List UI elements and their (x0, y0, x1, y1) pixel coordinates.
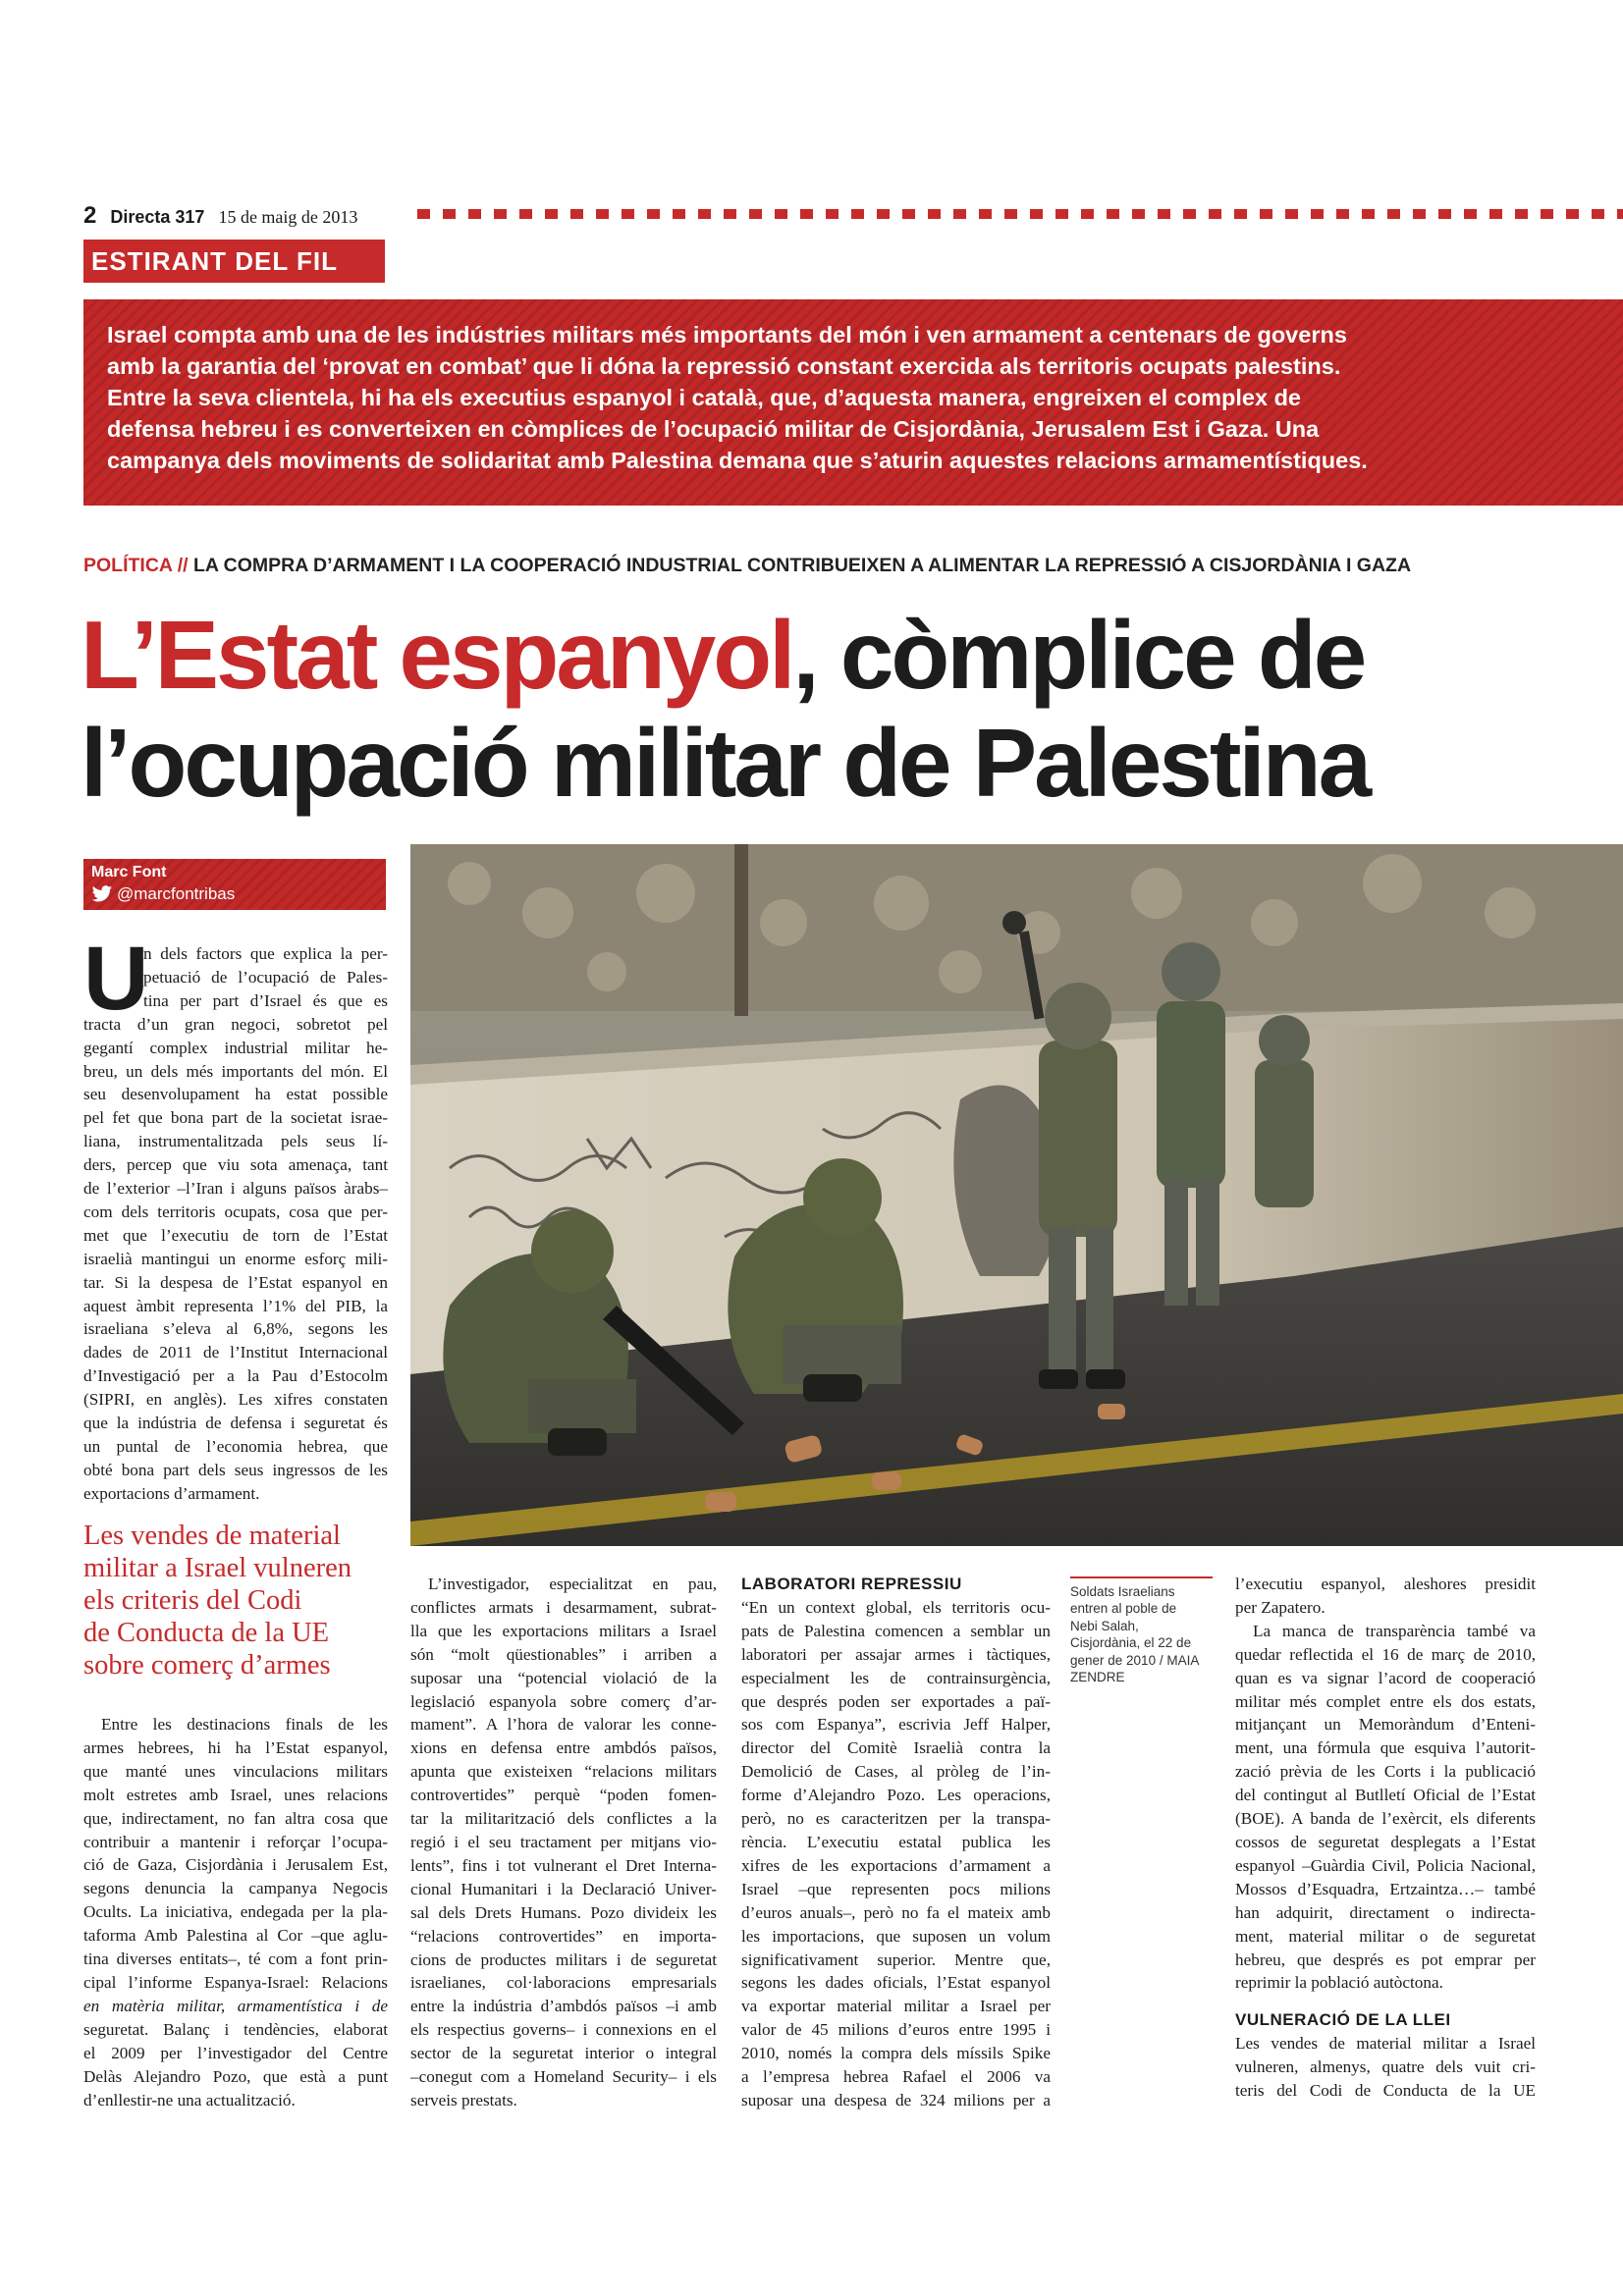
text-line: però, no es caracteritzen per la transpa- (741, 1809, 1051, 1829)
text-line: quan es va signar l’acord de cooperació (1235, 1668, 1536, 1687)
intro-standfirst (83, 299, 1623, 506)
twitter-handle[interactable]: @marcfontribas (117, 884, 236, 903)
text-line: L’investigador, especialitzat en pau, (428, 1575, 717, 1593)
text-line: cossos de seguretat desplegats a l’Estat (1235, 1832, 1536, 1851)
text-line: Entre les destinacions finals de les (101, 1715, 388, 1734)
byline (83, 859, 386, 910)
text-line: un puntal de l’economia hebrea, que (83, 1437, 388, 1456)
subhead-laboratori: LABORATORI REPRESSIU (741, 1575, 962, 1593)
text-line: militar més complet entre els dos estats, (1235, 1691, 1536, 1711)
text-line: Demolició de Cases, al pròleg de l’in- (741, 1762, 1051, 1782)
text-line: controvertides” perquè “poden fomen- (410, 1786, 717, 1805)
headline (81, 601, 1369, 817)
text-line: breu, un dels més importants del món. El (83, 1061, 388, 1081)
text-line: ders, percep que viu sota amenaça, tant (83, 1155, 388, 1175)
text-line: armes hebrees, hi ha l’Estat espanyol, (83, 1737, 388, 1757)
text-line: tar. Si la despesa de l’Estat espanyol en (83, 1272, 388, 1292)
column-2 (410, 1573, 717, 2112)
text-line: conflictes armats i desarmament, subrat- (410, 1597, 717, 1617)
text-line: xions en defensa entre ambdós països, (410, 1738, 717, 1758)
text-line: (SIPRI, en anglès). Les xifres constaten (83, 1390, 388, 1410)
text-line: “En un context global, els territoris ocu- (741, 1597, 1051, 1617)
text-line: molt estretes amb Israel, unes relacions (83, 1785, 388, 1804)
text-line: 2010, només la compra dels míssils Spike (741, 2044, 1051, 2063)
issue-date: 15 de maig de 2013 (218, 207, 358, 227)
text-line: com dels territoris ocupats, cosa que per- (83, 1201, 388, 1221)
text-line: lla que les exportacions militars a Israel (410, 1621, 717, 1640)
twitter-bird-icon (91, 885, 113, 903)
text-line: el 2009 per l’investigador del Centre (83, 2043, 388, 2062)
text-line: –conegut com a Homeland Security– i els (410, 2067, 717, 2087)
caption-line: gener de 2010 / MAIA (1070, 1652, 1200, 1668)
text-line: en matèria militar, armamentística i de (83, 1996, 388, 2015)
text-line: espanyol –Guàrdia Civil, Policia Nacional, (1235, 1855, 1536, 1875)
section-label: ESTIRANT DEL FIL (83, 240, 385, 283)
text-line: de l’exterior –l’Iran i alguns països àrabs– (83, 1179, 388, 1199)
text-line: met que l’executiu de torn de l’Estat (83, 1225, 388, 1245)
text-line: sector de la seguretat interior o integral (410, 2044, 717, 2063)
text-line: vulneren, almenys, quatre dels vuit cri- (1235, 2057, 1536, 2077)
text-line: quedar reflectida el 16 de març de 2010, (1235, 1644, 1536, 1664)
text-line: les importacions, que suposen un volum (741, 1926, 1051, 1946)
text-line: zació prèvia de les Corts i la publicació (1235, 1762, 1536, 1782)
text-line: per Zapatero. (1235, 1597, 1325, 1617)
text-line: tar la militarització dels conflictes a la (410, 1809, 717, 1829)
caption-line: Nebi Salah, (1070, 1618, 1139, 1633)
intro-line: Entre la seva clientela, hi ha els executius espanyol i català, que, d’aquesta manera, engreixen el complex de (107, 385, 1301, 410)
text-line: La manca de transparència també va (1253, 1621, 1536, 1640)
text-line: serveis prestats. (410, 2090, 517, 2109)
pull-quote-line: Les vendes de material (83, 1521, 341, 1551)
text-line: entre la indústria d’ambdós països –i amb (410, 1997, 717, 2016)
text-line: regió i el seu tractament per mitjans vio- (410, 1832, 717, 1851)
text-line: rència. L’executiu estatal publica les (741, 1832, 1051, 1851)
column-3 (741, 1573, 1051, 2112)
text-line: valor de 45 milions d’euros entre 1995 i (741, 2020, 1051, 2040)
article-photo (410, 844, 1623, 1546)
text-line: teris del Codi de Conducta de la UE (1235, 2081, 1536, 2101)
text-line: cipal l’informe Espanya-Israel: Relacions (83, 1972, 388, 1992)
text-line: israelià mantingui un enorme esforç mili- (83, 1249, 388, 1268)
kicker-section: POLÍTICA (83, 555, 173, 576)
soldiers-photo-illustration (410, 844, 1623, 1546)
text-line: segons denuncia la campanya Negocis (83, 1879, 388, 1898)
text-line: ció de Gaza, Cisjordània i Jerusalem Est, (83, 1855, 388, 1875)
text-line: seu desenvolupament ha estat possible (83, 1085, 388, 1104)
text-line: tina per part d’Israel és que es (143, 990, 388, 1010)
pull-quote (83, 1520, 388, 1682)
text-line: mitjançant un Memoràndum d’Enteni- (1235, 1715, 1536, 1735)
text-line: gegantí complex industrial militar he- (83, 1038, 388, 1057)
text-line: (BOE). A banda de l’exèrcit, els diferents (1235, 1809, 1536, 1829)
text-line: israelianes, col·laboracions empresarials (410, 1973, 717, 1993)
headline-rest: , còmplice de (792, 601, 1365, 709)
drop-cap: U (83, 929, 149, 1029)
text-line: seguretat. Balanç i tendències, elaborat (83, 2019, 388, 2039)
kicker-text: LA COMPRA D’ARMAMENT I LA COOPERACIÓ INDUSTRIAL CONTRIBUEIXEN A ALIMENTAR LA REPRESSIÓ A CISJORDÀNIA I GAZA (192, 555, 1412, 576)
text-line: apunta que existeixen “relacions militars (410, 1762, 717, 1782)
text-line: Israel –que representen pocs milions (741, 1879, 1051, 1898)
caption-line: entren al poble de (1070, 1601, 1177, 1617)
column-1-lead (143, 942, 388, 1013)
intro-line: campanya dels moviments de solidaritat amb Palestina demana que s’aturin aquestes relacions armamentístiques. (107, 448, 1368, 473)
intro-line: defensa hebreu i es converteixen en còmplices de l’ocupació militar de Cisjordània, Jerusalem Est i Gaza. Una (107, 416, 1320, 442)
text-line: d’Investigació per a la Pau d’Estocolm (83, 1366, 388, 1386)
author-name: Marc Font (91, 864, 167, 881)
text-line: significativament superior. Mentre que, (741, 1949, 1051, 1969)
text-line: obté bona part dels seus ingressos de les (83, 1460, 388, 1479)
text-line: reprimir la població autòctona. (1235, 1973, 1443, 1993)
text-line: ment, una fórmula que esquiva l’autorit- (1235, 1738, 1536, 1758)
text-line: ment, material militar o de seguretat (1235, 1926, 1536, 1946)
text-line: segons les dades oficials, l’Estat espanyol (741, 1973, 1051, 1993)
text-line: Ocults. La iniciativa, endegada per la pla- (83, 1902, 388, 1922)
text-line: aquest àmbit representa l’1% del PIB, la (83, 1296, 388, 1315)
text-line: els respectius governs– i connexions en el (410, 2020, 717, 2040)
column-1-bottom (83, 1713, 388, 2111)
text-line: “relacions controvertides” en importa- (410, 1926, 717, 1946)
subhead-vulneracio: VULNERACIÓ DE LA LLEI (1235, 2010, 1451, 2030)
text-line: contribuir a mantenir i reforçar l’ocupa- (83, 1832, 388, 1851)
column-1-body (83, 1013, 388, 1506)
kicker (83, 555, 1411, 577)
header-dash-rule (417, 209, 1623, 219)
column-4 (1235, 1573, 1536, 2103)
text-line: va exportar material militar a Israel per (741, 1997, 1051, 2016)
pull-quote-line: els criteris del Codi (83, 1585, 302, 1616)
text-line: legislació espanyola sobre comerç d’ar- (410, 1691, 717, 1711)
text-line: tracta d’un gran negoci, sobretot pel (83, 1014, 388, 1034)
text-line: lents”, fins i tot vulnerant el Dret Interna- (410, 1855, 717, 1875)
headline-red: L’Estat espanyol (81, 601, 793, 709)
photo-caption (1070, 1574, 1213, 1685)
text-line: especialment les de contrainsurgència, (741, 1668, 1051, 1687)
pull-quote-line: militar a Israel vulneren (83, 1553, 352, 1583)
text-line: sos com Espanya”, escrivia Jeff Halper, (741, 1715, 1051, 1735)
intro-line: Israel compta amb una de les indústries militars més importants del món i ven armament a centenars de governs (107, 322, 1347, 347)
text-line: exportacions d’armament. (83, 1483, 260, 1503)
text-line: d’enllestir-ne una actualització. (83, 2090, 296, 2109)
text-line: Delàs Alejandro Pozo, que està a punt (83, 2066, 388, 2086)
pull-quote-line: de Conducta de la UE (83, 1618, 330, 1648)
text-line: liana, instrumentalitzada pels seus lí- (83, 1132, 388, 1151)
text-line: són “molt qüestionables” i arriben a (410, 1644, 717, 1664)
text-line: que, indirectament, no fan altra cosa que (83, 1808, 388, 1828)
page-header (83, 202, 357, 232)
text-line: sal dels Drets Humans. Pozo divideix les (410, 1902, 717, 1922)
text-line: laboratori per assajar armes i tàctiques, (741, 1644, 1051, 1664)
text-line: Les vendes de material militar a Israel (1235, 2034, 1536, 2054)
text-line: cional Humanitari i la Declaració Univer- (410, 1879, 717, 1898)
text-line: Mossos d’Esquadra, Ertzaintza…– també (1235, 1879, 1536, 1898)
headline-line2: l’ocupació militar de Palestina (81, 709, 1370, 817)
text-line: xifres de les exportacions d’armament a (741, 1855, 1051, 1875)
text-line: suposar una despesa de 324 milions per a (741, 2090, 1051, 2109)
text-line: tina diverses entitats–, té com a font prin- (83, 1949, 388, 1969)
text-line: suposar una “potencial violació de la (410, 1668, 717, 1687)
text-line: que després poden ser exportades a paï- (741, 1691, 1051, 1711)
text-line: pel fet que bona part de la societat israe- (83, 1108, 388, 1128)
text-line: director del Comitè Israelià contra la (741, 1738, 1051, 1758)
text-line: taforma Amb Palestina al Cor –que aglu- (83, 1926, 388, 1946)
intro-line: amb la garantia del ‘provat en combat’ que li dóna la repressió constant exercida als territoris ocupats palestins. (107, 353, 1341, 379)
pull-quote-line: sobre comerç d’armes (83, 1650, 331, 1681)
caption-line: Soldats Israelians (1070, 1584, 1175, 1599)
twitter-handle-row[interactable] (91, 882, 378, 906)
page-number: 2 (83, 202, 97, 229)
text-line: dades de 2011 de l’Institut Internacional (83, 1343, 388, 1362)
text-line: han adquirit, directament o indirecta- (1235, 1902, 1536, 1922)
text-line: a l’empresa hebrea Rafael el 2006 va (741, 2067, 1051, 2087)
magazine-name: Directa 317 (110, 207, 205, 227)
text-line: israeliana s’eleva al 6,8%, segons les (83, 1319, 388, 1339)
text-line: que manté unes vinculacions militars (83, 1761, 388, 1781)
caption-line: ZENDRE (1070, 1670, 1125, 1685)
text-line: que la indústria de defensa i seguretat és (83, 1414, 388, 1433)
text-line: d’euros anuals–, però no fa el mateix amb (741, 1902, 1051, 1922)
text-line: del contingut al Butlletí Oficial de l’Estat (1235, 1786, 1536, 1805)
text-line: n dels factors que explica la per- (143, 944, 388, 963)
text-line: pats de Palestina comencen a semblar un (741, 1621, 1051, 1640)
text-line: forme d’Alejandro Pozo. Les operacions, (741, 1786, 1051, 1805)
caption-line: Cisjordània, el 22 de (1070, 1635, 1192, 1651)
kicker-separator: // (172, 555, 193, 576)
text-line: l’executiu espanyol, aleshores presidit (1235, 1575, 1536, 1593)
text-line: cions de productes militars i de seguretat (410, 1949, 717, 1969)
text-line: mament”. A l’hora de valorar les conne- (410, 1715, 717, 1735)
text-line: hebreu, que després es pot emprar per (1235, 1949, 1536, 1969)
text-line: petuació de l’ocupació de Pales- (143, 967, 388, 987)
